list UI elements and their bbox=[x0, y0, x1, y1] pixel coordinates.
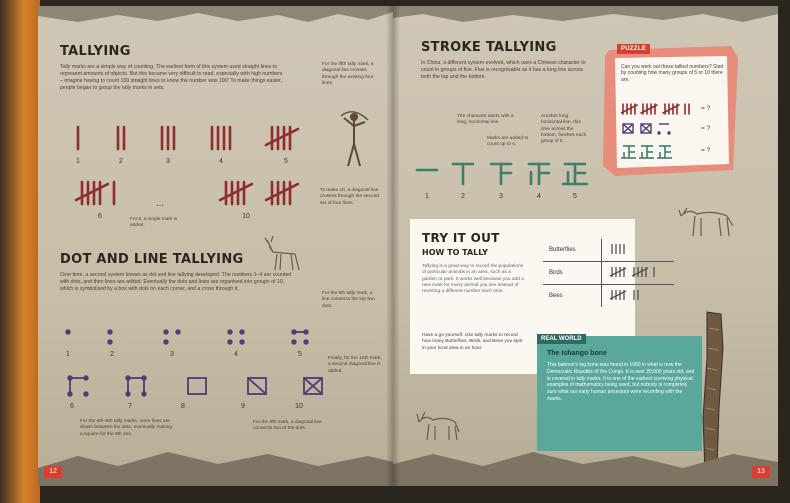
puzzle-tally-2 bbox=[623, 124, 670, 134]
stroke-4 bbox=[529, 164, 549, 184]
row-label-butterflies: Butterflies bbox=[543, 239, 602, 262]
dotline-intro: Over time, a second system known as dot and line tallying developed. The numbers 1–4 are counted with dots, and then lines are added. Eventually the dots and lines are organised into groups of 10, which is symbolised by a box with dots on each corner, and a cross through it. bbox=[60, 272, 292, 293]
mountain-ridge-top-right bbox=[393, 6, 778, 28]
stroke-start-note: The character starts with a long, horizontal line. bbox=[457, 114, 514, 126]
cow-drawing-icon bbox=[677, 202, 739, 242]
stroke-label-5: 5 bbox=[573, 193, 577, 200]
row-label-birds: Birds bbox=[543, 262, 602, 285]
tally-3 bbox=[162, 127, 174, 149]
dot-label-8: 8 bbox=[181, 403, 185, 410]
stroke-3 bbox=[491, 164, 511, 184]
tryit-text-1: Tallying is a great way to record the populations of particular animals in an area, such as a garden or park. It works well because you add a new mark for every animal you see instead of rewriting a different number each time. bbox=[422, 264, 524, 295]
dot-label-9: 9 bbox=[241, 403, 245, 410]
tally-ten-note: To make 10, a diagonal line crosses through the second set of four lines. bbox=[320, 188, 379, 206]
stroke-label-3: 3 bbox=[499, 193, 503, 200]
dotline-tenth-note: Finally, for the 10th mark, a second diagonal line is added. bbox=[328, 356, 382, 374]
tally-label-3: 3 bbox=[166, 158, 170, 165]
tally-10 bbox=[220, 182, 298, 204]
tally-label-5: 5 bbox=[284, 158, 288, 165]
stroke-label-4: 4 bbox=[537, 193, 541, 200]
tally-marks-row-2 bbox=[66, 176, 316, 210]
tally-label-2: 2 bbox=[119, 158, 123, 165]
page-number-right: 13 bbox=[752, 466, 770, 478]
dot-4 bbox=[228, 330, 244, 344]
dot-tally-row-1 bbox=[58, 324, 318, 346]
dot-10 bbox=[304, 378, 322, 394]
mountain-ridge-bottom bbox=[38, 438, 393, 486]
stroke-title: STROKE TALLYING bbox=[421, 40, 557, 55]
puzzle-answer-3: = ? bbox=[701, 147, 711, 154]
tally-label-6: 6 bbox=[98, 213, 102, 220]
tally-2 bbox=[118, 127, 124, 149]
animal-tally-table bbox=[543, 239, 674, 307]
dot-tally-row-2 bbox=[58, 372, 328, 400]
dot-label-1: 1 bbox=[66, 351, 70, 358]
real-world-label: REAL WORLD bbox=[537, 334, 586, 344]
puzzle-tally-3 bbox=[621, 146, 672, 158]
dot-3 bbox=[164, 330, 180, 344]
mountain-ridge-top bbox=[38, 6, 393, 28]
how-to-tally-subtitle: HOW TO TALLY bbox=[422, 248, 488, 257]
stroke-tally-row bbox=[413, 156, 613, 190]
dot-6 bbox=[68, 376, 88, 396]
puzzle-answer-2: = ? bbox=[701, 125, 711, 132]
dot-9 bbox=[248, 378, 266, 394]
dot-label-2: 2 bbox=[110, 351, 114, 358]
dotline-title: DOT AND LINE TALLYING bbox=[60, 252, 244, 267]
dot-8 bbox=[188, 378, 206, 394]
tally-bees bbox=[608, 288, 668, 302]
tally-fifth-note: For the fifth tally mark, a diagonal line crosses through the existing four lines. bbox=[322, 62, 374, 86]
left-page bbox=[38, 6, 393, 486]
dotline-six-eight-note: For the 6th–8th tally marks, more lines are drawn between the dots, eventually making a square for the 8th one. bbox=[80, 419, 172, 437]
puzzle-answer-1: = ? bbox=[701, 105, 711, 112]
stroke-marks-note: Marks are added to count up to 4. bbox=[487, 136, 529, 148]
tally-label-10: 10 bbox=[242, 213, 250, 220]
deer-drawing-icon bbox=[263, 234, 308, 274]
tallying-title: TALLYING bbox=[60, 44, 131, 59]
stroke-5 bbox=[563, 164, 587, 184]
real-world-panel bbox=[537, 336, 702, 451]
tally-six-note: For 6, a single mark is added. bbox=[130, 217, 178, 229]
ishango-title: The Ishango bone bbox=[547, 350, 607, 357]
dot-2 bbox=[108, 330, 112, 344]
puzzle-tallies bbox=[621, 102, 697, 164]
puzzle-label: PUZZLE bbox=[617, 44, 650, 54]
tryit-text-2: Have a go yourself. Use tally marks to record how many Butterflies, Birds, and Bees you spot in your local area in an hour. bbox=[422, 333, 523, 351]
book-edge bbox=[0, 0, 40, 503]
page-number-left: 12 bbox=[44, 466, 62, 478]
tally-label-4: 4 bbox=[219, 158, 223, 165]
dot-label-5: 5 bbox=[298, 351, 302, 358]
dotline-fifth-note: For the 5th tally mark, a line connects the top two dots. bbox=[322, 291, 375, 309]
dot-1 bbox=[66, 330, 70, 334]
dot-5 bbox=[292, 330, 308, 344]
stroke-five-note: Another long horizontal line, this time across the bottom, finishes each group of 5. bbox=[541, 114, 587, 145]
row-label-bees: Bees bbox=[543, 285, 602, 308]
right-page bbox=[393, 6, 778, 486]
tally-birds bbox=[608, 265, 668, 279]
table-row-bees bbox=[543, 285, 674, 308]
dot-label-4: 4 bbox=[234, 351, 238, 358]
dot-label-10: 10 bbox=[295, 403, 303, 410]
mountain-ridge-bottom-right bbox=[393, 438, 778, 486]
tally-marks-row bbox=[66, 121, 326, 155]
tallying-intro: Tally marks are a simple way of counting. The earliest form of this system used straight lines to represent amounts of objects. But this became very difficult to read, especially with high numbers – imagine having to count 100 straight lines to know the number was 100! To make things easier, people began to group the tally marks in sets. bbox=[60, 64, 283, 92]
stroke-label-2: 2 bbox=[461, 193, 465, 200]
tally-butterflies bbox=[608, 242, 668, 256]
tally-5 bbox=[266, 127, 298, 149]
ishango-text: This baboon's leg bone was found in 1960 in what is now the Democratic Republic of the Congo. It is over 20,000 years old, and is covered in tally marks. It is one of the earliest surviving physical examples of mathematics being used, but nobody is completely sure what our early human ancestors were recording with the marks. bbox=[547, 362, 695, 402]
dot-label-3: 3 bbox=[170, 351, 174, 358]
puzzle-tally-1 bbox=[621, 104, 689, 114]
stroke-label-1: 1 bbox=[425, 193, 429, 200]
table-row-birds bbox=[543, 262, 674, 285]
try-it-out-title: TRY IT OUT bbox=[422, 231, 500, 245]
stroke-2 bbox=[453, 164, 473, 184]
tally-4 bbox=[212, 127, 230, 149]
dot-7 bbox=[126, 376, 146, 396]
stroke-intro: In China, a different system evolved, which uses a Chinese character to count in groups of five. Five is recognisable as it has a long line across both the top and the bottom. bbox=[421, 60, 586, 81]
book-gutter bbox=[386, 6, 400, 486]
dot-label-6: 6 bbox=[70, 403, 74, 410]
hunter-figure-icon bbox=[338, 108, 370, 170]
puzzle-box bbox=[603, 46, 738, 176]
tally-label-1: 1 bbox=[76, 158, 80, 165]
puzzle-text: Can you work out these tallied numbers? Start by counting how many groups of 5 or 10 there are. bbox=[621, 64, 724, 83]
tally-ellipsis: ... bbox=[155, 198, 165, 209]
dot-label-7: 7 bbox=[128, 403, 132, 410]
dotline-ninth-note: For the 9th mark, a diagonal line connects two of the dots. bbox=[253, 420, 322, 432]
tally-6 bbox=[76, 182, 114, 204]
table-row-butterflies bbox=[543, 239, 674, 262]
